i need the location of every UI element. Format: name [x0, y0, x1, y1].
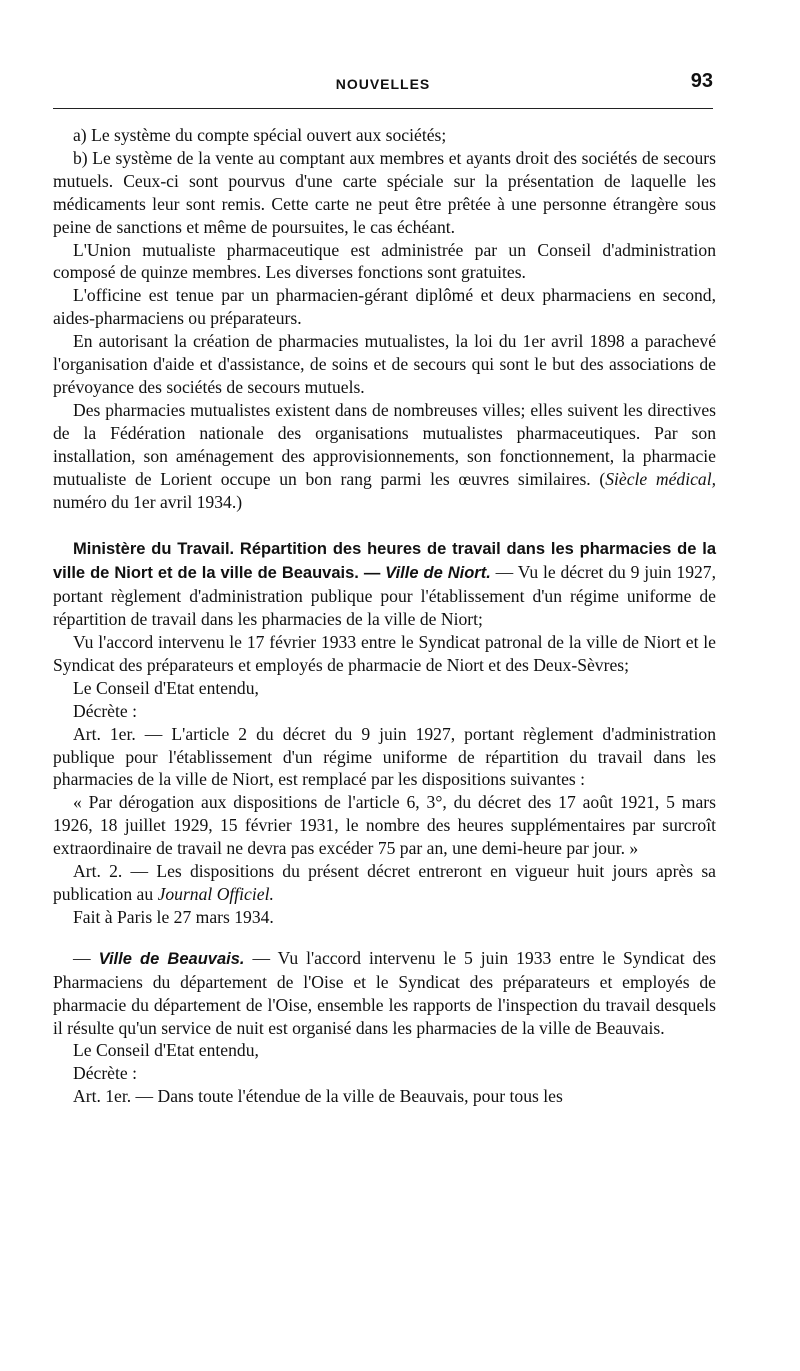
article-body	[53, 124, 716, 1108]
paragraph-officine: L'officine est tenue par un pharmacien-gérant diplômé et deux pharmaciens en second, aides-pharmaciens ou préparateurs.	[53, 285, 716, 329]
fait-a-paris: Fait à Paris le 27 mars 1934.	[73, 906, 274, 927]
article-1-beauvais: Art. 1er. — Dans toute l'étendue de la ville de Beauvais, pour tous les	[73, 1086, 563, 1107]
page-number: 93	[690, 70, 713, 92]
beauvais-label: Ville de Beauvais.	[98, 949, 245, 968]
decrete-niort: Décrète :	[73, 700, 137, 721]
item-b: b) Le système de la vente au comptant aux membres et ayants droit des sociétés de secours mutuels. Ceux-ci sont pourvus d'une carte spéciale sur la présentation de laquelle les médicaments leur sont remis. Cette carte ne peut être prêtée à une personne étrangère sous peine de sanctions et même de poursuites, le cas échéant.	[53, 147, 716, 237]
article-2-niort	[53, 860, 716, 906]
beauvais-paragraph	[53, 947, 716, 1040]
ministry-paragraph	[53, 537, 716, 631]
article-1-niort: Art. 1er. — L'article 2 du décret du 9 juin 1927, portant règlement d'administration publique pour l'établissement d'un régime uniforme de répartition du travail dans les pharmacies de la ville de Niort, est remplacé par les dispositions suivantes :	[53, 723, 716, 790]
journal-officiel: Journal Officiel.	[157, 884, 274, 904]
conseil-beauvais: Le Conseil d'Etat entendu,	[73, 1040, 259, 1061]
paragraph-union: L'Union mutualiste pharmaceutique est administrée par un Conseil d'administration composé de quinze membres. Les diverses fonctions sont gratuites.	[53, 239, 716, 283]
paragraph-loi: En autorisant la création de pharmacies mutualistes, la loi du 1er avril 1898 a parachevé l'organisation d'aide et d'assistance, de soins et de secours qui sont le but des associations de prévoyance des sociétés de secours mutuels.	[53, 331, 716, 397]
header-rule	[53, 108, 713, 109]
conseil-niort: Le Conseil d'Etat entendu,	[73, 677, 259, 698]
derogation-quote: « Par dérogation aux dispositions de l'article 6, 3°, du décret des 17 août 1921, 5 mars 1926, 18 juillet 1929, 15 février 1931, le nombre des heures supplémentaires par surcroît extraordinaire de travail ne devra pas excéder 75 par an, une demi-heure par jour. »	[53, 792, 716, 859]
decrete-beauvais: Décrète :	[73, 1063, 137, 1084]
item-a: a) Le système du compte spécial ouvert aux sociétés;	[73, 125, 447, 145]
niort-accord: Vu l'accord intervenu le 17 février 1933 entre le Syndicat patronal de la ville de Niort et le Syndicat des préparateurs et employés de pharmacie de Niort et des Deux-Sèvres;	[53, 632, 716, 675]
niort-intro: — Vu le décret du 9 juin 1927, portant règlement d'administration publique pour l'établissement d'un régime uniforme de répartition de travail dans les pharmacies de la ville de Niort;	[53, 562, 716, 630]
running-title: NOUVELLES	[335, 76, 431, 92]
villes-text: Des pharmacies mutualistes existent dans de nombreuses villes; elles suivent les directives de la Fédération nationale des organisations mutualistes pharmaceutiques. Par son installation, son aménagement des approvisionnements, son fonctionnement, la pharmacie mutualiste de Lorient occupe un bon rang parmi les œuvres similaires. (	[53, 399, 716, 489]
article-2-text: Art. 2. — Les dispositions du présent décret entreront en vigueur huit jours après sa publication au	[53, 861, 716, 904]
niort-label: Ville de Niort.	[385, 564, 491, 583]
beauvais-dash: —	[73, 947, 99, 968]
beauvais-intro: — Vu l'accord intervenu le 5 juin 1933 entre le Syndicat des Pharmaciens du département de l'Oise et le Syndicat des préparateurs et employés de pharmacie du département de l'Oise, ensemble les rapports de l'inspection du travail desquels il résulte qu'un service de nuit est organisé dans les pharmacies de la ville de Beauvais.	[53, 947, 716, 1038]
source-citation: Siècle médical,	[605, 468, 716, 489]
running-head	[53, 70, 713, 100]
villes-date: numéro du 1er avril 1934.)	[53, 491, 243, 512]
section-heading: Ministère du Travail. Répartition des heures de travail dans les pharmacies de la ville de Niort et de la ville de Beauvais. —	[53, 540, 716, 583]
paragraph-villes	[53, 399, 716, 514]
